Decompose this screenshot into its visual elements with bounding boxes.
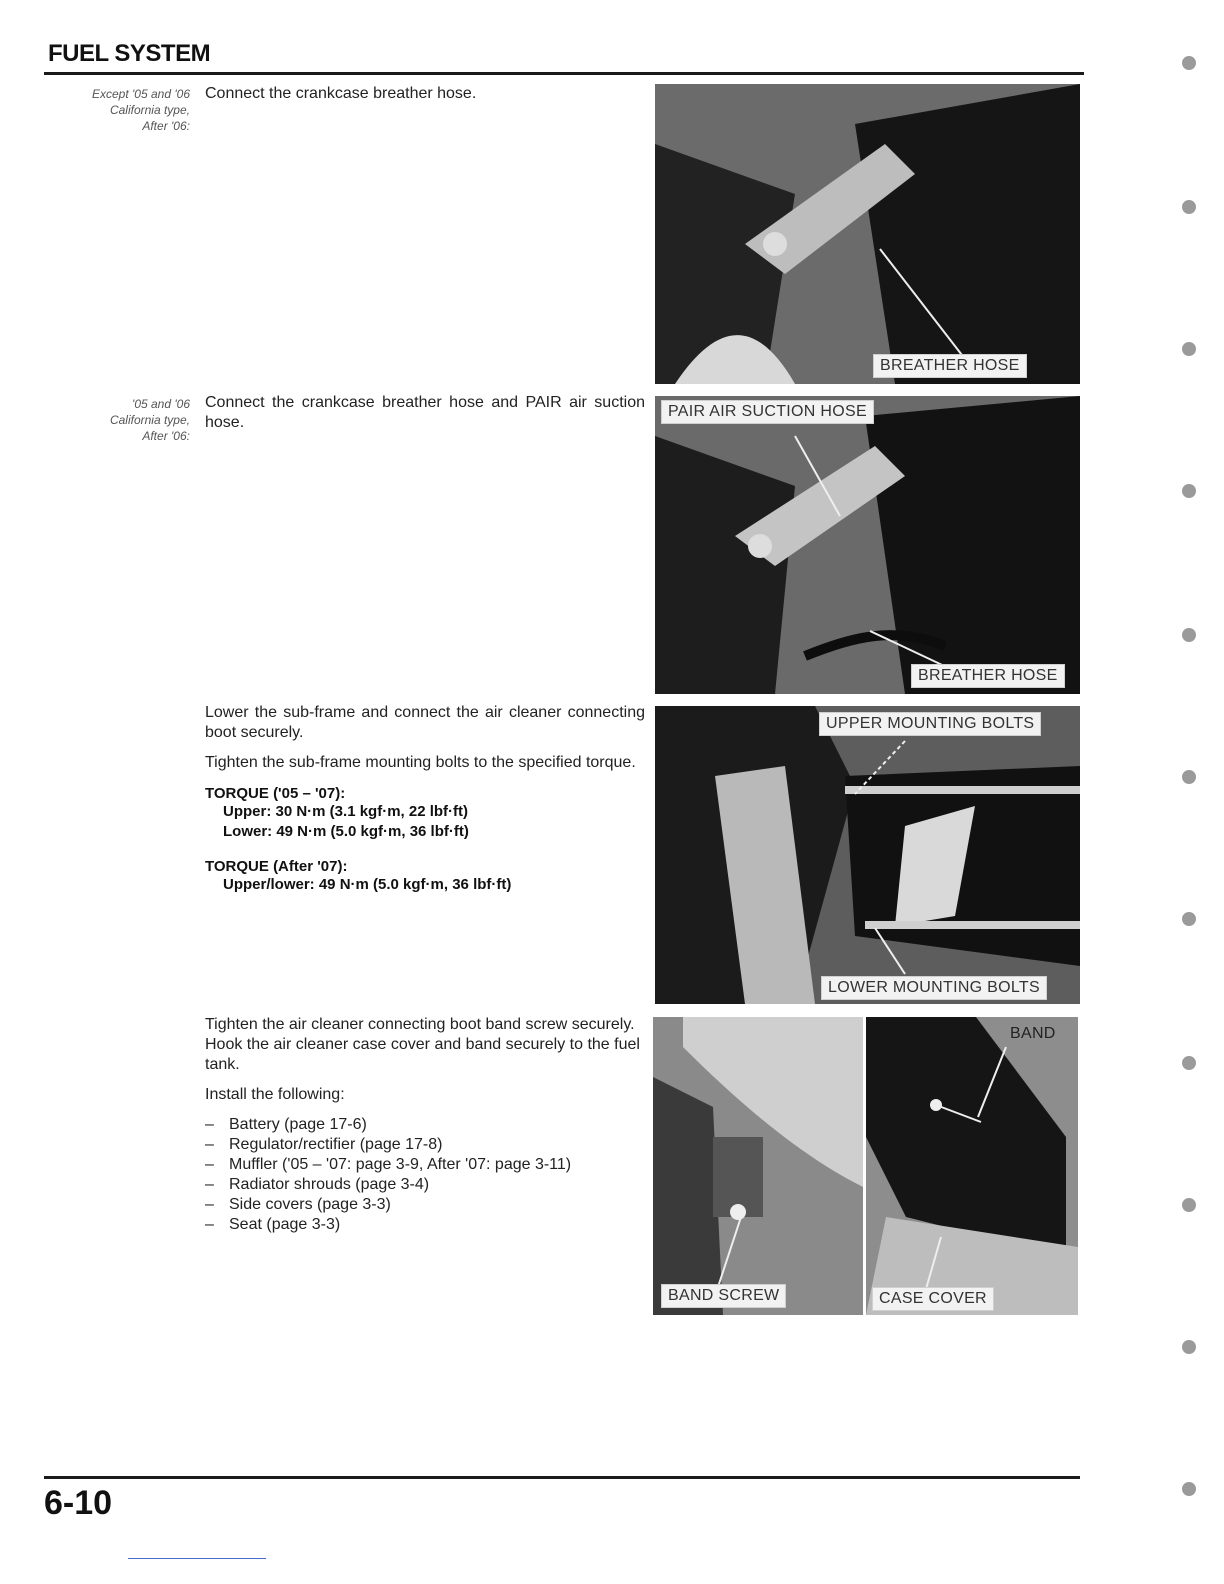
binder-hole-mark: [1182, 912, 1196, 926]
list-item: – Radiator shrouds (page 3-4): [205, 1175, 645, 1195]
step-text-4b: Hook the air cleaner case cover and band securely to the fuel tank.: [205, 1036, 640, 1073]
photo-illustration: [655, 396, 1080, 694]
photo-band-case-cover: [866, 1017, 1078, 1315]
step-block-3: [205, 703, 645, 895]
photo-mounting-bolts: [655, 706, 1080, 1004]
side-note-line: After '06:: [142, 429, 190, 443]
torque-upper: Upper: 30 N·m (3.1 kgf·m, 22 lbf·ft): [223, 803, 469, 820]
binder-hole-mark: [1182, 1340, 1196, 1354]
list-item: – Battery (page 17-6): [205, 1115, 645, 1135]
binder-hole-mark: [1182, 1198, 1196, 1212]
label-band-screw: BAND SCREW: [661, 1284, 786, 1308]
side-note-line: After '06:: [142, 119, 190, 133]
label-upper-mounting-bolts: UPPER MOUNTING BOLTS: [819, 712, 1041, 736]
torque-upper-lower: Upper/lower: 49 N·m (5.0 kgf·m, 36 lbf·ft): [223, 876, 512, 893]
header-rule: [44, 72, 1084, 75]
photo-illustration: [653, 1017, 863, 1315]
section-title: FUEL SYSTEM: [48, 40, 211, 67]
binder-hole-mark: [1182, 484, 1196, 498]
label-case-cover: CASE COVER: [872, 1287, 994, 1311]
side-note-1: [40, 86, 190, 134]
footer-rule: [44, 1476, 1080, 1479]
side-note-line: California type,: [109, 413, 190, 427]
photo-illustration: [655, 706, 1080, 1004]
list-item: – Seat (page 3-3): [205, 1215, 645, 1235]
side-note-line: Except '05 and '06: [92, 87, 190, 101]
torque-heading-1: TORQUE ('05 – '07):: [205, 785, 346, 802]
side-note-line: California type,: [109, 103, 190, 117]
step-block-4: [205, 1015, 645, 1235]
step-text-1: Connect the crankcase breather hose.: [205, 85, 477, 102]
binder-hole-mark: [1182, 1056, 1196, 1070]
photo-pair-air-suction: [655, 396, 1080, 694]
scan-artifact-line: [128, 1558, 266, 1559]
install-list: [205, 1115, 645, 1235]
list-item: – Regulator/rectifier (page 17-8): [205, 1135, 645, 1155]
photo-band-screw: [653, 1017, 863, 1315]
install-heading: Install the following:: [205, 1086, 345, 1103]
binder-hole-mark: [1182, 200, 1196, 214]
page-number: 6-10: [44, 1484, 113, 1522]
photo-illustration: [655, 84, 1080, 384]
binder-hole-mark: [1182, 342, 1196, 356]
photo-illustration: [866, 1017, 1078, 1315]
torque-lower: Lower: 49 N·m (5.0 kgf·m, 36 lbf·ft): [223, 823, 469, 840]
list-item: – Side covers (page 3-3): [205, 1195, 645, 1215]
binder-hole-mark: [1182, 628, 1196, 642]
binder-hole-mark: [1182, 1482, 1196, 1496]
label-lower-mounting-bolts: LOWER MOUNTING BOLTS: [821, 976, 1047, 1000]
step-text-4a: Tighten the air cleaner connecting boot band screw securely.: [205, 1016, 635, 1033]
binder-hole-mark: [1182, 770, 1196, 784]
step-text-2: Connect the crankcase breather hose and PAIR air suction hose.: [205, 394, 645, 431]
label-breather-hose: BREATHER HOSE: [873, 354, 1027, 378]
side-note-2: [40, 396, 190, 444]
label-band: BAND: [1010, 1025, 1056, 1042]
label-pair-air-suction-hose: PAIR AIR SUCTION HOSE: [661, 400, 874, 424]
torque-heading-2: TORQUE (After '07):: [205, 858, 348, 875]
step-text-3a: Lower the sub-frame and connect the air cleaner connecting boot securely.: [205, 704, 645, 741]
photo-breather-hose: [655, 84, 1080, 384]
label-breather-hose-2: BREATHER HOSE: [911, 664, 1065, 688]
binder-hole-mark: [1182, 56, 1196, 70]
side-note-line: '05 and '06: [132, 397, 190, 411]
list-item: – Muffler ('05 – '07: page 3-9, After '07: page 3-11): [205, 1155, 645, 1175]
step-text-3b: Tighten the sub-frame mounting bolts to the specified torque.: [205, 754, 636, 771]
